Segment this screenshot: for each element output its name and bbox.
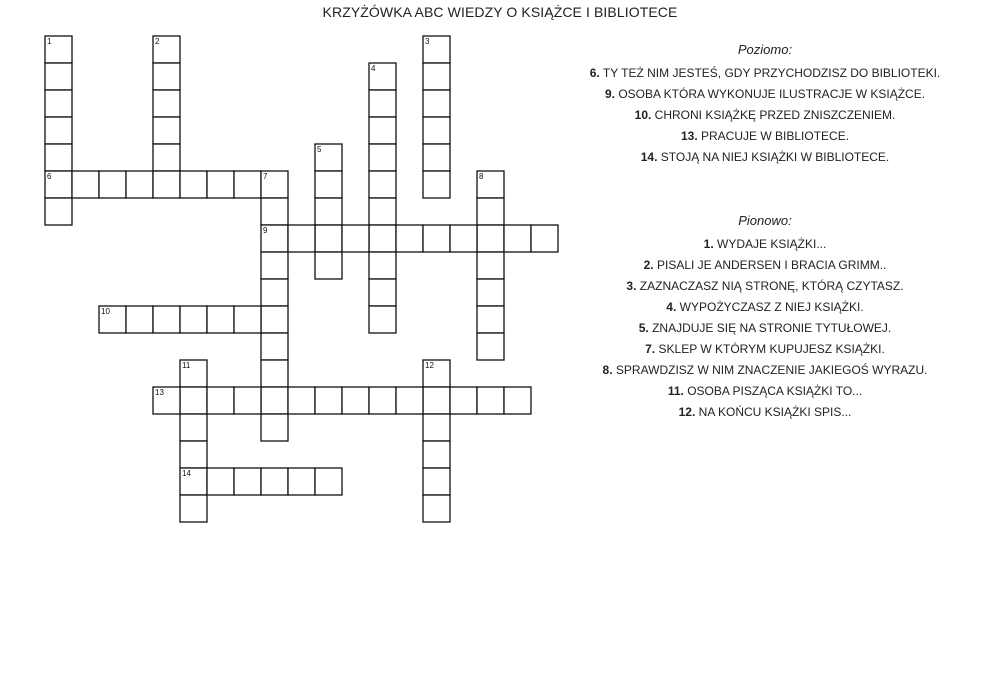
clue-number: 10. bbox=[634, 108, 652, 122]
cell-number: 6 bbox=[47, 172, 52, 181]
crossword-cell[interactable] bbox=[369, 90, 396, 117]
crossword-cell[interactable] bbox=[369, 198, 396, 225]
crossword-cell[interactable] bbox=[423, 387, 450, 414]
crossword-cell[interactable] bbox=[315, 198, 342, 225]
crossword-cell[interactable] bbox=[477, 333, 504, 360]
crossword-cell[interactable] bbox=[396, 225, 423, 252]
down-clue bbox=[545, 339, 985, 360]
crossword-cell[interactable] bbox=[126, 171, 153, 198]
clue-text: CHRONI KSIĄŻKĘ PRZED ZNISZCZENIEM. bbox=[654, 108, 896, 122]
crossword-cell[interactable] bbox=[99, 171, 126, 198]
crossword-cell[interactable] bbox=[153, 117, 180, 144]
clue-number: 14. bbox=[640, 150, 658, 164]
crossword-cell[interactable] bbox=[423, 225, 450, 252]
crossword-cell[interactable] bbox=[126, 306, 153, 333]
crossword-cell[interactable] bbox=[207, 306, 234, 333]
clue-text: WYPOŻYCZASZ Z NIEJ KSIĄŻKI. bbox=[679, 300, 864, 314]
crossword-cell[interactable] bbox=[261, 279, 288, 306]
cell-number: 11 bbox=[182, 361, 191, 370]
across-clues bbox=[545, 42, 985, 168]
down-clue bbox=[545, 318, 985, 339]
clue-text: OSOBA PISZĄCA KSIĄŻKI TO... bbox=[687, 384, 863, 398]
crossword-cell[interactable] bbox=[261, 198, 288, 225]
crossword-cell[interactable] bbox=[207, 468, 234, 495]
crossword-cell[interactable] bbox=[153, 306, 180, 333]
crossword-cell[interactable] bbox=[180, 306, 207, 333]
across-clue-list bbox=[545, 63, 985, 168]
crossword-cell[interactable] bbox=[234, 171, 261, 198]
cell-number: 4 bbox=[371, 64, 376, 73]
crossword-cell[interactable] bbox=[180, 495, 207, 522]
down-heading: Pionowo: bbox=[738, 213, 792, 228]
crossword-cell[interactable] bbox=[261, 306, 288, 333]
crossword-cell[interactable] bbox=[207, 171, 234, 198]
crossword-cell[interactable] bbox=[315, 468, 342, 495]
across-clue bbox=[545, 126, 985, 147]
cell-number: 3 bbox=[425, 37, 430, 46]
page-title: KRZYŻÓWKA ABC WIEDZY O KSIĄŻCE I BIBLIOTECE bbox=[322, 4, 678, 20]
crossword-cell[interactable] bbox=[477, 225, 504, 252]
crossword-cell[interactable] bbox=[477, 252, 504, 279]
crossword-cell[interactable] bbox=[450, 387, 477, 414]
clue-text: SKLEP W KTÓRYM KUPUJESZ KSIĄŻKI. bbox=[658, 342, 885, 356]
clue-number: 5. bbox=[638, 321, 649, 335]
crossword-cell[interactable] bbox=[261, 387, 288, 414]
clue-number: 1. bbox=[703, 237, 714, 251]
clue-text: NA KOŃCU KSIĄŻKI SPIS... bbox=[698, 405, 852, 419]
crossword-cell[interactable] bbox=[45, 144, 72, 171]
clue-text: PISALI JE ANDERSEN I BRACIA GRIMM.. bbox=[656, 258, 887, 272]
crossword-cell[interactable] bbox=[423, 495, 450, 522]
crossword-cell[interactable] bbox=[369, 171, 396, 198]
cell-number: 12 bbox=[425, 361, 434, 370]
clue-text: STOJĄ NA NIEJ KSIĄŻKI W BIBLIOTECE. bbox=[660, 150, 890, 164]
clue-number: 8. bbox=[602, 363, 613, 377]
clue-number: 13. bbox=[680, 129, 698, 143]
clue-number: 6. bbox=[589, 66, 600, 80]
crossword-cell[interactable] bbox=[180, 414, 207, 441]
crossword-cell[interactable] bbox=[342, 387, 369, 414]
clue-number: 7. bbox=[645, 342, 656, 356]
crossword-cell[interactable] bbox=[477, 306, 504, 333]
crossword-cell[interactable] bbox=[234, 306, 261, 333]
crossword-cell[interactable] bbox=[342, 225, 369, 252]
crossword-cell[interactable] bbox=[423, 441, 450, 468]
crossword-cell[interactable] bbox=[45, 117, 72, 144]
down-clue-list bbox=[545, 234, 985, 423]
down-clue bbox=[545, 276, 985, 297]
cell-number: 14 bbox=[182, 469, 191, 478]
crossword-cell[interactable] bbox=[153, 144, 180, 171]
crossword-cell[interactable] bbox=[369, 225, 396, 252]
crossword-cell[interactable] bbox=[261, 360, 288, 387]
clue-text: OSOBA KTÓRA WYKONUJE ILUSTRACJE W KSIĄŻCE. bbox=[618, 87, 926, 101]
crossword-cell[interactable] bbox=[369, 144, 396, 171]
crossword-cell[interactable] bbox=[288, 468, 315, 495]
clue-text: PRACUJE W BIBLIOTECE. bbox=[701, 129, 850, 143]
clue-text: SPRAWDZISZ W NIM ZNACZENIE JAKIEGOŚ WYRAZU. bbox=[615, 363, 928, 377]
crossword-cell[interactable] bbox=[180, 387, 207, 414]
crossword-cell[interactable] bbox=[261, 333, 288, 360]
down-clues bbox=[545, 213, 985, 423]
crossword-cell[interactable] bbox=[288, 387, 315, 414]
down-clue bbox=[545, 234, 985, 255]
crossword-cell[interactable] bbox=[396, 387, 423, 414]
crossword-cell[interactable] bbox=[477, 387, 504, 414]
crossword-cell[interactable] bbox=[369, 117, 396, 144]
crossword-cell[interactable] bbox=[423, 468, 450, 495]
crossword-cell[interactable] bbox=[45, 90, 72, 117]
crossword-cell[interactable] bbox=[369, 306, 396, 333]
crossword-cell[interactable] bbox=[288, 225, 315, 252]
clue-number: 11. bbox=[667, 384, 684, 398]
crossword-cell[interactable] bbox=[72, 171, 99, 198]
clue-number: 4. bbox=[666, 300, 677, 314]
across-clue bbox=[545, 147, 985, 168]
crossword-cell[interactable] bbox=[315, 387, 342, 414]
crossword-cell[interactable] bbox=[450, 225, 477, 252]
cell-number: 5 bbox=[317, 145, 322, 154]
crossword-cell[interactable] bbox=[153, 171, 180, 198]
crossword-cell[interactable] bbox=[423, 63, 450, 90]
crossword-cell[interactable] bbox=[180, 171, 207, 198]
crossword-cell[interactable] bbox=[261, 468, 288, 495]
crossword-cell[interactable] bbox=[423, 90, 450, 117]
crossword-cell[interactable] bbox=[423, 144, 450, 171]
clue-number: 9. bbox=[604, 87, 615, 101]
crossword-cell[interactable] bbox=[423, 414, 450, 441]
cell-number: 10 bbox=[101, 307, 110, 316]
crossword-cell[interactable] bbox=[423, 117, 450, 144]
crossword-cell[interactable] bbox=[153, 90, 180, 117]
cell-number: 7 bbox=[263, 172, 268, 181]
crossword-cell[interactable] bbox=[261, 252, 288, 279]
crossword-cell[interactable] bbox=[369, 252, 396, 279]
clue-number: 2. bbox=[643, 258, 654, 272]
across-heading: Poziomo: bbox=[737, 42, 793, 57]
crossword-cell[interactable] bbox=[504, 225, 531, 252]
crossword-cell[interactable] bbox=[234, 387, 261, 414]
cell-number: 13 bbox=[155, 388, 164, 397]
crossword-cell[interactable] bbox=[477, 279, 504, 306]
across-clue bbox=[545, 63, 985, 84]
across-clue bbox=[545, 105, 985, 126]
across-clue bbox=[545, 84, 985, 105]
crossword-cell[interactable] bbox=[234, 468, 261, 495]
clue-number: 3. bbox=[626, 279, 637, 293]
crossword-cell[interactable] bbox=[504, 387, 531, 414]
clue-text: ZNAJDUJE SIĘ NA STRONIE TYTUŁOWEJ. bbox=[652, 321, 892, 335]
crossword-cell[interactable] bbox=[45, 63, 72, 90]
cell-number: 8 bbox=[479, 172, 484, 181]
crossword-cell[interactable] bbox=[423, 171, 450, 198]
crossword-cell[interactable] bbox=[261, 414, 288, 441]
cell-number: 9 bbox=[263, 226, 268, 235]
down-clue bbox=[545, 360, 985, 381]
down-clue bbox=[545, 297, 985, 318]
clue-text: TY TEŻ NIM JESTEŚ, GDY PRZYCHODZISZ DO BIBLIOTEKI. bbox=[602, 66, 941, 80]
down-clue bbox=[545, 255, 985, 276]
cell-number: 1 bbox=[47, 37, 52, 46]
crossword-cell[interactable] bbox=[315, 225, 342, 252]
down-clue bbox=[545, 402, 985, 423]
clue-text: WYDAJE KSIĄŻKI... bbox=[717, 237, 827, 251]
crossword-cell[interactable] bbox=[315, 252, 342, 279]
crossword-cell[interactable] bbox=[153, 63, 180, 90]
crossword-grid bbox=[0, 0, 560, 478]
cell-number: 2 bbox=[155, 37, 160, 46]
crossword-cell[interactable] bbox=[207, 387, 234, 414]
crossword-cell[interactable] bbox=[369, 279, 396, 306]
crossword-cell[interactable] bbox=[315, 171, 342, 198]
crossword-cell[interactable] bbox=[369, 387, 396, 414]
down-clue bbox=[545, 381, 985, 402]
clue-number: 12. bbox=[678, 405, 696, 419]
clue-text: ZAZNACZASZ NIĄ STRONĘ, KTÓRĄ CZYTASZ. bbox=[639, 279, 904, 293]
crossword-cell[interactable] bbox=[180, 441, 207, 468]
crossword-cell[interactable] bbox=[477, 198, 504, 225]
crossword-cell[interactable] bbox=[45, 198, 72, 225]
